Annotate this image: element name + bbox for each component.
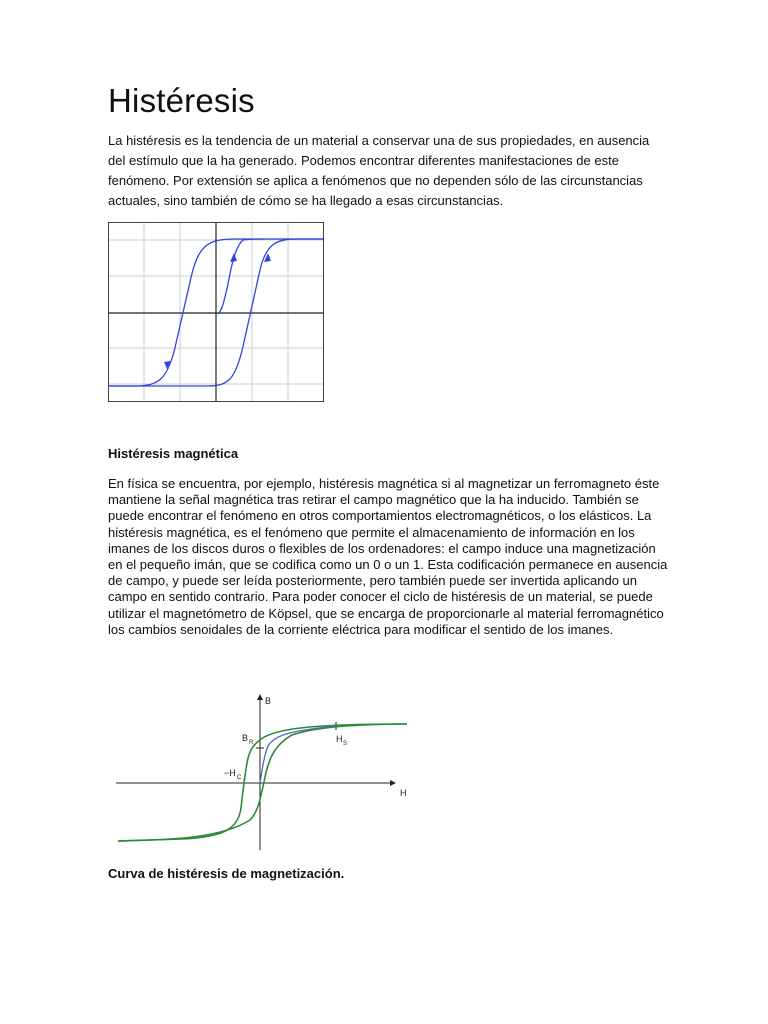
- tick-marks: [244, 722, 336, 787]
- hs-subscript: S: [343, 741, 348, 747]
- figure-caption: Curva de histéresis de magnetización.: [108, 866, 345, 881]
- hc-subscript: C: [237, 775, 242, 781]
- br-label: B: [242, 733, 249, 743]
- b-axis-label: B: [265, 696, 272, 706]
- h-axis-arrow-icon: [390, 780, 396, 786]
- hs-label: H: [336, 734, 343, 744]
- h-axis-label: H: [400, 788, 407, 798]
- axes: [116, 696, 394, 850]
- b-axis-arrow-icon: [257, 694, 263, 700]
- hc-label: −H: [224, 768, 236, 778]
- intro-paragraph: La histéresis es la tendencia de un material a conservar una de sus propiedades, en ausencia del estímulo que la ha generado. Podemos encontrar diferentes manifestaciones de este fenómeno. Por extensión se aplica a fenómenos que no dependen sólo de las circunstancias actuales, sino también de cómo se ha llegado a esas circunstancias.: [108, 133, 650, 208]
- magnetization-curve-figure: [112, 690, 412, 855]
- section-body-paragraph: En física se encuentra, por ejemplo, histéresis magnética si al magnetizar un ferromagneto éste mantiene la señal magnética tras retirar el campo magnético que la ha inducido. También se puede encontrar el fenómeno en otros comportamientos electromagnéticos, o los elásticos. La histéresis magnética, es el fenómeno que permite el almacenamiento de información en los imanes de los discos duros o flexibles de los ordenadores: el campo induce una magnetización en el pequeño imán, que se codifica como un 0 o un 1. Esta codificación permanece en ausencia de campo, y puede ser leída posteriormente, pero también puede ser invertida aplicando un campo en sentido contrario. Para poder conocer el ciclo de histéresis de un material, se puede utilizar el magnetómetro de Köpsel, que se encarga de proporcionarle al material ferromagnético los cambios senoidales de la corriente eléctrica para modificar el sentido de los imanes.: [108, 476, 668, 637]
- hysteresis-loop-figure: [108, 222, 324, 402]
- section-heading: Histéresis magnética: [108, 446, 239, 461]
- page-title: Histéresis: [108, 82, 255, 119]
- br-subscript: R: [249, 740, 254, 746]
